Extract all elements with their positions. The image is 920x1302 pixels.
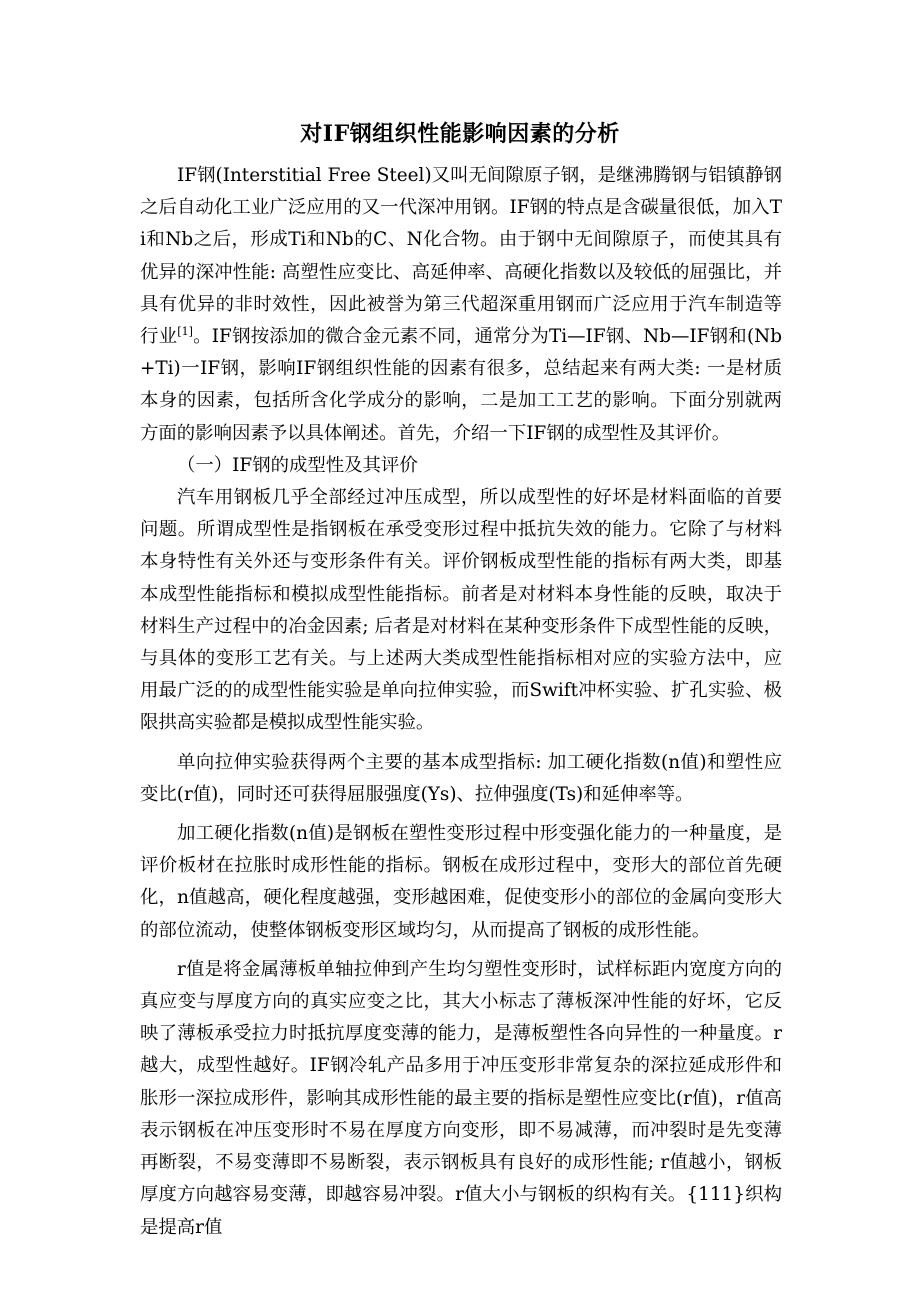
- intro-text-before-citation: IF钢(Interstitial Free Steel)又叫无间隙原子钢，是继沸腾钢与铝镇静钢之后自动化工业广泛应用的又一代深冲用钢。IF钢的特点是含碳量很低，加入Ti和Nb之后，形成Ti和Nb的C、N化合物。由于钢中无间隙原子，而使其具有优异的深冲性能: 高塑性应变比、高延伸率、高硬化指数以及较低的屈强比，并具有优异的非时效性，因此被誉为第三代超深重用钢而广泛应用于汽车制造等行业: [140, 165, 782, 348]
- document-title: 对IF钢组织性能影响因素的分析: [300, 121, 620, 147]
- document-body: [140, 160, 782, 1244]
- body-paragraph: 单向拉伸实验获得两个主要的基本成型指标: 加工硬化指数(n值)和塑性应变比(r值)，同时还可获得屈服强度(Ys)、拉伸强度(Ts)和延伸率等。: [140, 751, 782, 805]
- intro-paragraph: [140, 160, 782, 450]
- body-paragraph: r值是将金属薄板单轴拉伸到产生均匀塑性变形时，试样标距内宽度方向的真应变与厚度方向的真实应变之比，其大小标志了薄板深冲性能的好坏，它反映了薄板承受拉力时抵抗厚度变薄的能力，是薄板塑性各向异性的一种量度。r越大，成型性越好。IF钢冷轧产品多用于冲压变形非常复杂的深拉延成形件和胀形一深拉成形件，影响其成形性能的最主要的指标是塑性应变比(r值)，r值高表示钢板在冲压变形时不易在厚度方向变形，即不易减薄，而冲裂时是先变薄再断裂，不易变薄即不易断裂，表示钢板具有良好的成形性能; r值越小，钢板厚度方向越容易变薄，即越容易冲裂。r值大小与钢板的织构有关。{111}织构是提高r值: [140, 958, 782, 1238]
- section-heading: （一）IF钢的成型性及其评价: [177, 454, 418, 476]
- body-paragraph: 汽车用钢板几乎全部经过冲压成型，所以成型性的好坏是材料面临的首要问题。所谓成型性是指钢板在承受变形过程中抵抗失效的能力。它除了与材料本身特性有关外还与变形条件有关。评价钢板成型性能的指标有两大类，即基本成型性能指标和模拟成型性能指标。前者是对材料本身性能的反映，取决于材料生产过程中的冶金因素; 后者是对材料在某种变形条件下成型性能的反映，与具体的变形工艺有关。与上述两大类成型性能指标相对应的实验方法中，应用最广泛的的成型性能实验是单向拉伸实验，而Swift冲杯实验、扩孔实验、极限拱高实验都是模拟成型性能实验。: [140, 487, 782, 734]
- body-paragraph: 加工硬化指数(n值)是钢板在塑性变形过程中形变强化能力的一种量度，是评价板材在拉胀时成形性能的指标。钢板在成形过程中，变形大的部位首先硬化，n值越高，硬化程度越强，变形越困难，促使变形小的部位的金属向变形大的部位流动，使整体钢板变形区域均匀，从而提高了钢板的成形性能。: [140, 823, 782, 941]
- intro-text-after-citation: 。IF钢按添加的微合金元素不同，通常分为Ti—IF钢、Nb—IF钢和(Nb+Ti)一IF钢，影响IF钢组织性能的因素有很多，总结起来有两大类: 一是材质本身的因素，包括所含化学成分的影响，二是加工工艺的影响。下面分别就两方面的影响因素予以具体阐述。首先，介绍一下IF钢的成型性及其评价。: [140, 326, 782, 444]
- citation-reference: [1]: [177, 324, 193, 338]
